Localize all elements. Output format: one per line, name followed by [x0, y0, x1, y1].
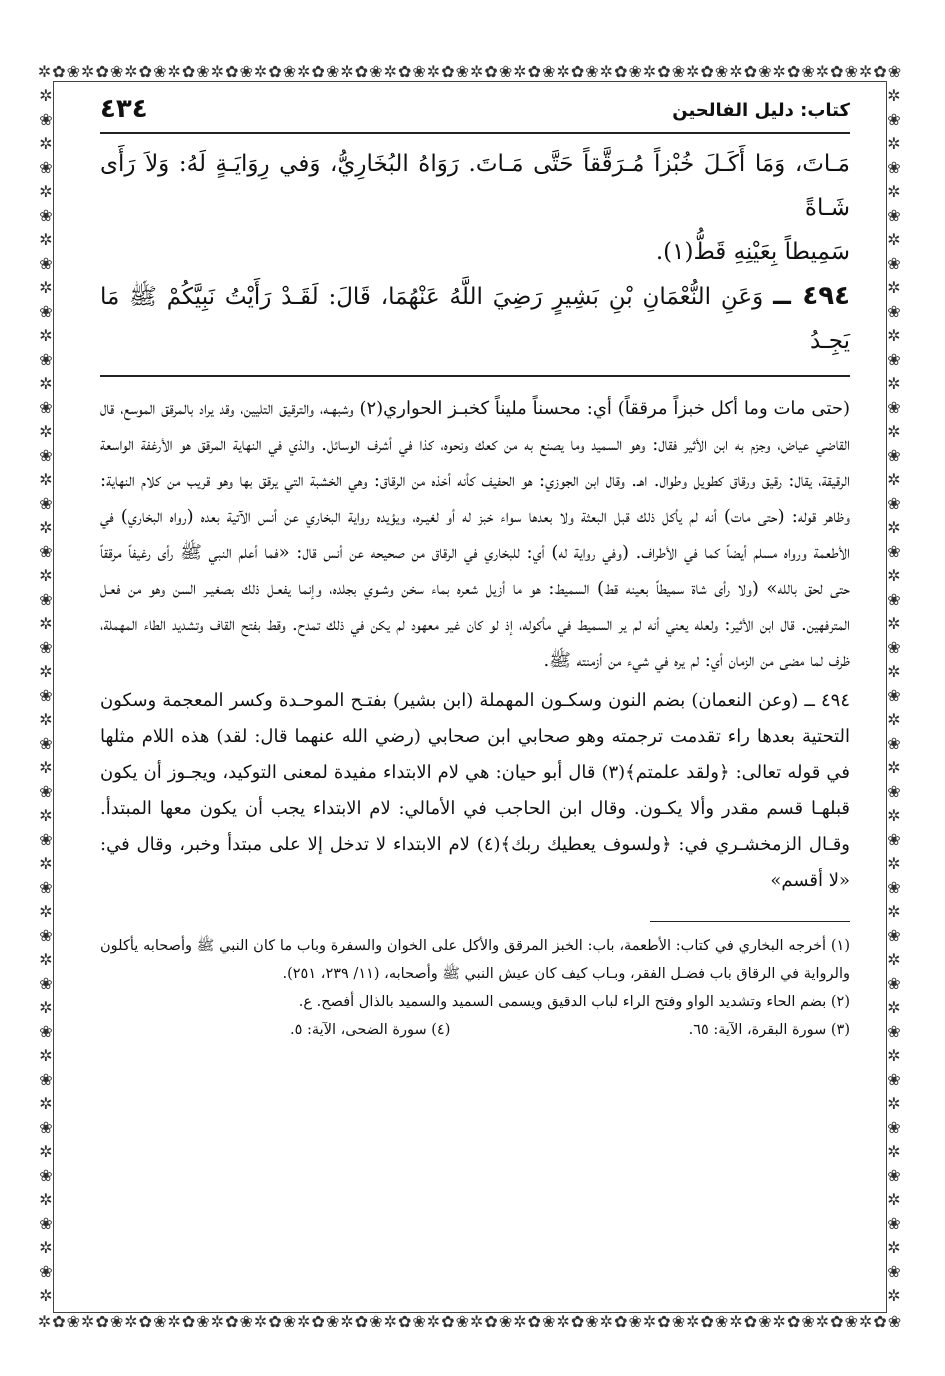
hadith-line-text: وَعَنِ النُّعْمَانِ بْنِ بَشِيرٍ رَضِيَ اللَّهُ عَنْهُمَا، قَالَ: لَقَـدْ رَأَيْتُ نَبِيَّكُمْ ﷺ مَا يَجِـدُ — [100, 284, 850, 354]
hadith-line — [100, 274, 850, 363]
hadith-line: سَمِيطاً بِعَيْنِهِ قَطُّ(١). — [655, 239, 850, 265]
commentary — [100, 391, 850, 899]
hadith-line: مَـاتَ، وَمَا أَكَـلَ خُبْزاً مُـرَقَّقاً حَتَّى مَـاتَ. رَوَاهُ البُخَارِيُّ، وَفي رِوَايَـةٍ لَهُ: وَلاَ رَأَى شَـاةً — [100, 151, 850, 221]
footnote-3: (٣) سورة البقرة، الآية: ٦٥. — [688, 1022, 850, 1038]
ornament-border-right: ✲❀✲❀✲❀✲❀✲❀✲❀✲❀✲❀✲❀✲❀✲❀✲❀✲❀✲❀✲❀✲❀✲❀✲❀✲❀✲❀✲❀✲❀✲❀✲❀✲❀✲ — [887, 86, 901, 1305]
book-title: كتاب: دليل الفالحين — [672, 100, 850, 121]
page-header — [100, 92, 850, 134]
ornament-border-top: ✲✿❀✲✿❀✲✿❀✲✿❀✲✿❀✲✿❀✲✿❀✲✿❀✲✿❀✲✿❀✲✿❀✲✿❀✲✿❀✲✿❀✲✿❀✲✿❀✲✿❀✲✿❀✲✿❀✲✿❀ — [37, 62, 903, 81]
footnote-2: (٢) بضم الحاء وتشديد الواو وفتح الراء لباب الدقيق ويسمى السميد والسميد بالذال أفصح. ع. — [298, 994, 850, 1010]
footnote-4: (٤) سورة الضحى، الآية: ٥. — [290, 1022, 451, 1038]
commentary-paragraph: (حتى مات وما أكل خبزاً مرققاً) أي: محسناً مليناً كخبـز الحواري(٢) وشبهـه، والترقيق التليين، وقد يراد بالمرقق الموسع، قال القاضي عياض، وجزم به ابن الأثير فقال: وهو السميد وما يصنع به من كعك ونحوه، كذا في أشرف الوسائل. والذي في النهاية المرقق هو الأرغفة الواسعة الرقيقة، يقال: رقيق ورقاق كطويل وطوال. اهـ. وقال ابن الجوزي: هو الحفيف كأنه أخذه من الرقاق: وهي الخشبة التي يرقق بها وهو قريب من كلام النهاية: وظاهر قوله: (حتى مات) أنه لم يأكل ذلك قبل البعثة ولا بعدها سواء خبز له أو لغيـره، ويؤيده رواية البخاري عن أنس الآتية بعده (رواه البخاري) في الأطعمة ورواه مسلم أيضاً كما في الأطراف. (وفي رواية له) أي: للبخاري في الرقاق من صحيحه عن أنس قال: «فما أعلم النبي ﷺ رأى رغيفاً مرققاً حتى لحق بالله» (ولا رأى شاة سميطاً بعينه قط) السميط: هو ما أزيل شعره بماء سخن وشـوي بجلده، وإنما يفعـل ذلك بصغيـر السن وهو من فعـل المترفهين. قال ابن الأثير: ولعله يعني أنه لم ير السميط في مأكوله، إذ لو كان غير معهود لم يكن في ذلك تمدح. وقط بفتح القاف وتشديد الطاء المهملة، ظرف لما مضى من الزمان أي: لم يره في شيء من أزمنته ﷺ. — [100, 398, 850, 671]
separator-rule — [100, 375, 850, 377]
ornament-border-bottom: ✲✿❀✲✿❀✲✿❀✲✿❀✲✿❀✲✿❀✲✿❀✲✿❀✲✿❀✲✿❀✲✿❀✲✿❀✲✿❀✲✿❀✲✿❀✲✿❀✲✿❀✲✿❀✲✿❀✲✿❀ — [37, 1312, 903, 1331]
footnote-separator — [650, 921, 850, 922]
hadith-number: ٤٩٤ ــ — [773, 281, 851, 311]
page-content — [100, 92, 850, 1044]
commentary-paragraph: ٤٩٤ ــ (وعن النعمان) بضم النون وسكـون المهملة (ابن بشير) بفتـح الموحـدة وكسر المعجمة وسكون التحتية بعدها راء تقدمت ترجمته وهو صحابي ابن صحابي (رضي الله عنهما قال: لقد) هذه اللام مثلها في قوله تعالى: ﴿ولقد علمتم﴾(٣) قال أبو حيان: هي لام الابتداء مفيدة لمعنى التوكيد، ويجـوز أن يكون قبلهـا قسم مقدر وألا يكـون. وقال ابن الحاجب في الأمالي: لام الابتداء يجب أن يكون معها المبتدأ. وقـال الزمخشـري في: ﴿ولسوف يعطيك ربك﴾(٤) لام الابتداء لا تدخل إلا على مبتدأ وخبر، وقال في: «لا أقسم» — [100, 690, 850, 891]
footnote-1: (١) أخرجه البخاري في كتاب: الأطعمة، باب: الخبز المرقق والأكل على الخوان والسفرة وباب ما كان النبي ﷺ وأصحابه يأكلون والرواية في الرقاق باب فضـل الفقر، وبـاب كيف كان عيش النبي ﷺ وأصحابه، (١١/ ٢٣٩، ٢٥١). — [100, 938, 850, 982]
footnote-row — [290, 1016, 850, 1044]
footnotes — [100, 932, 850, 1044]
hadith-text — [100, 142, 850, 363]
ornament-border-left: ✲❀✲❀✲❀✲❀✲❀✲❀✲❀✲❀✲❀✲❀✲❀✲❀✲❀✲❀✲❀✲❀✲❀✲❀✲❀✲❀✲❀✲❀✲❀✲❀✲❀✲ — [39, 86, 53, 1305]
page-number: ٤٣٤ — [100, 94, 148, 124]
